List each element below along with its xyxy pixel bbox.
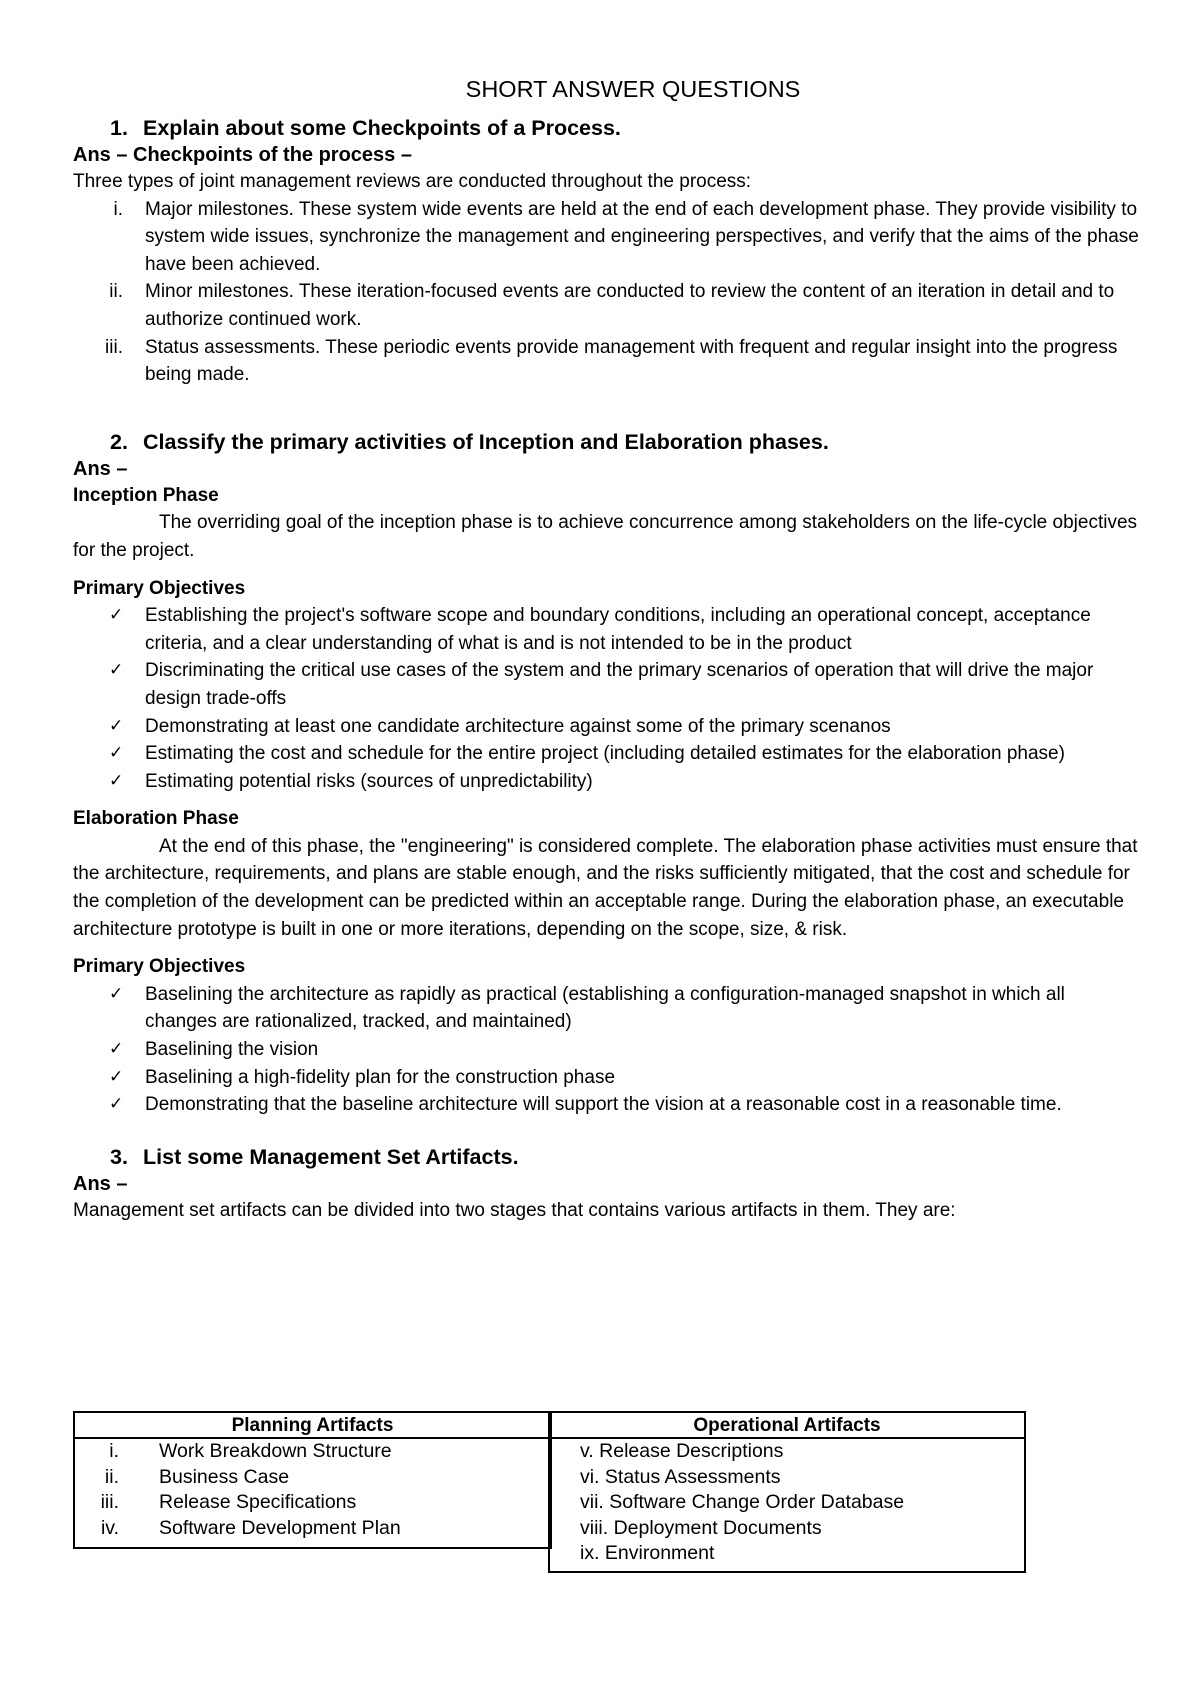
row-number: i.	[109, 1440, 119, 1462]
row-number: iii.	[100, 1491, 119, 1513]
checkmark-icon: ✓	[109, 983, 124, 1004]
question-number: 1.	[110, 116, 128, 140]
checkmark-icon: ✓	[109, 605, 124, 626]
checkmark-icon: ✓	[109, 770, 124, 791]
checkpoint-list	[73, 196, 1140, 389]
table-row	[75, 1465, 550, 1491]
list-text: Establishing the project's software scope and boundary conditions, including an operational concept, acceptance criteria, and a clear understanding of what is and is not intended to be in the product	[145, 605, 1091, 654]
elaboration-heading: Elaboration Phase	[73, 808, 239, 830]
list-text: Baselining a high-fidelity plan for the construction phase	[145, 1066, 616, 1088]
question-2	[73, 428, 1140, 456]
list-item	[73, 768, 1140, 796]
list-text: Minor milestones. These iteration-focused events are conducted to review the content of an iteration in detail and to authorize continued work.	[145, 281, 1115, 330]
checkmark-icon: ✓	[109, 743, 124, 764]
list-text: Demonstrating at least one candidate architecture against some of the primary scenanos	[145, 715, 891, 737]
row-number: iv.	[100, 1516, 119, 1539]
question-number: 3.	[110, 1144, 128, 1169]
list-text: Demonstrating that the baseline architecture will support the vision at a reasonable cost in a reasonable time.	[145, 1094, 1062, 1116]
artifacts-table	[73, 1411, 1027, 1571]
table-row: v. Release Descriptions	[580, 1440, 784, 1462]
row-text: Software Development Plan	[159, 1516, 401, 1539]
list-item	[73, 713, 1140, 741]
table-row: vii. Software Change Order Database	[580, 1491, 905, 1513]
row-text: Release Specifications	[159, 1491, 357, 1513]
table-row: viii. Deployment Documents	[580, 1516, 822, 1539]
inception-objectives	[73, 602, 1140, 795]
checkmark-icon: ✓	[109, 1039, 124, 1060]
checkmark-icon: ✓	[109, 1094, 124, 1115]
list-item	[73, 740, 1140, 768]
list-item	[73, 196, 1140, 279]
operational-header: Operational Artifacts	[550, 1413, 1024, 1439]
question-text: Classify the primary activities of Inception and Elaboration phases.	[143, 429, 829, 454]
checkmark-icon: ✓	[109, 715, 124, 736]
planning-column	[73, 1411, 552, 1549]
list-text: Baselining the architecture as rapidly as practical (establishing a configuration-managed snapshot in which all changes are rationalized, tracked, and maintained)	[145, 983, 1065, 1033]
question-text: Explain about some Checkpoints of a Process.	[143, 116, 621, 140]
answer-intro: Management set artifacts can be divided into two stages that contains various artifacts in them. They are:	[73, 1199, 956, 1221]
inception-paragraph: The overriding goal of the inception phase is to achieve concurrence among stakeholders on the life-cycle objectives for the project.	[73, 512, 1138, 561]
list-number: i.	[113, 198, 123, 220]
operational-column	[548, 1411, 1026, 1573]
objectives-heading: Primary Objectives	[73, 956, 246, 978]
page-title: SHORT ANSWER QUESTIONS	[465, 76, 801, 102]
question-1	[73, 114, 1140, 142]
table-row: ix. Environment	[580, 1542, 715, 1564]
question-number: 2.	[110, 429, 128, 454]
list-item	[73, 657, 1140, 712]
list-text: Status assessments. These periodic events provide management with frequent and regular insight into the progress being made.	[145, 336, 1118, 386]
list-text: Major milestones. These system wide events are held at the end of each development phase. They provide visibility to system wide issues, synchronize the management and engineering perspectives, and verify that the aims of the phase have been achieved.	[145, 198, 1139, 275]
list-item	[73, 602, 1140, 657]
list-item	[73, 334, 1140, 389]
planning-header: Planning Artifacts	[75, 1413, 550, 1439]
answer-intro: Three types of joint management reviews are conducted throughout the process:	[73, 171, 752, 192]
document-content	[73, 114, 1140, 1224]
list-item	[73, 278, 1140, 333]
checkmark-icon: ✓	[109, 660, 124, 681]
list-item	[73, 1036, 1140, 1064]
list-number: iii.	[105, 336, 123, 358]
row-number: ii.	[104, 1465, 119, 1488]
elaboration-paragraph: At the end of this phase, the "engineering" is considered complete. The elaboration phase activities must ensure that the architecture, requirements, and plans are stable enough, and the risks sufficiently mitigated, that the cost and schedule for the completion of the development can be predicted within an acceptable range. During the elaboration phase, an executable architecture prototype is built in one or more iterations, depending on the scope, size, & risk.	[73, 835, 1138, 940]
list-text: Baselining the vision	[145, 1039, 319, 1061]
elaboration-objectives	[73, 981, 1140, 1119]
row-text: Business Case	[159, 1465, 290, 1488]
inception-heading: Inception Phase	[73, 484, 219, 506]
list-number: ii.	[109, 281, 123, 303]
table-row	[75, 1439, 550, 1465]
table-row: vi. Status Assessments	[580, 1465, 781, 1488]
answer-heading: Ans –	[73, 457, 128, 480]
list-item	[73, 981, 1140, 1036]
question-text: List some Management Set Artifacts.	[143, 1144, 519, 1169]
answer-heading: Ans – Checkpoints of the process –	[73, 144, 412, 166]
list-text: Estimating the cost and schedule for the entire project (including detailed estimates for the elaboration phase)	[145, 743, 1065, 765]
list-text: Discriminating the critical use cases of the system and the primary scenarios of operation that will drive the major design trade-offs	[145, 660, 1094, 709]
list-item	[73, 1091, 1140, 1119]
table-row	[75, 1516, 550, 1542]
row-text: Work Breakdown Structure	[159, 1440, 392, 1462]
objectives-heading: Primary Objectives	[73, 577, 246, 599]
list-text: Estimating potential risks (sources of unpredictability)	[145, 770, 593, 792]
answer-heading: Ans –	[73, 1172, 128, 1195]
checkmark-icon: ✓	[109, 1066, 124, 1087]
question-3	[73, 1143, 1140, 1171]
list-item	[73, 1064, 1140, 1092]
table-row	[75, 1490, 550, 1516]
